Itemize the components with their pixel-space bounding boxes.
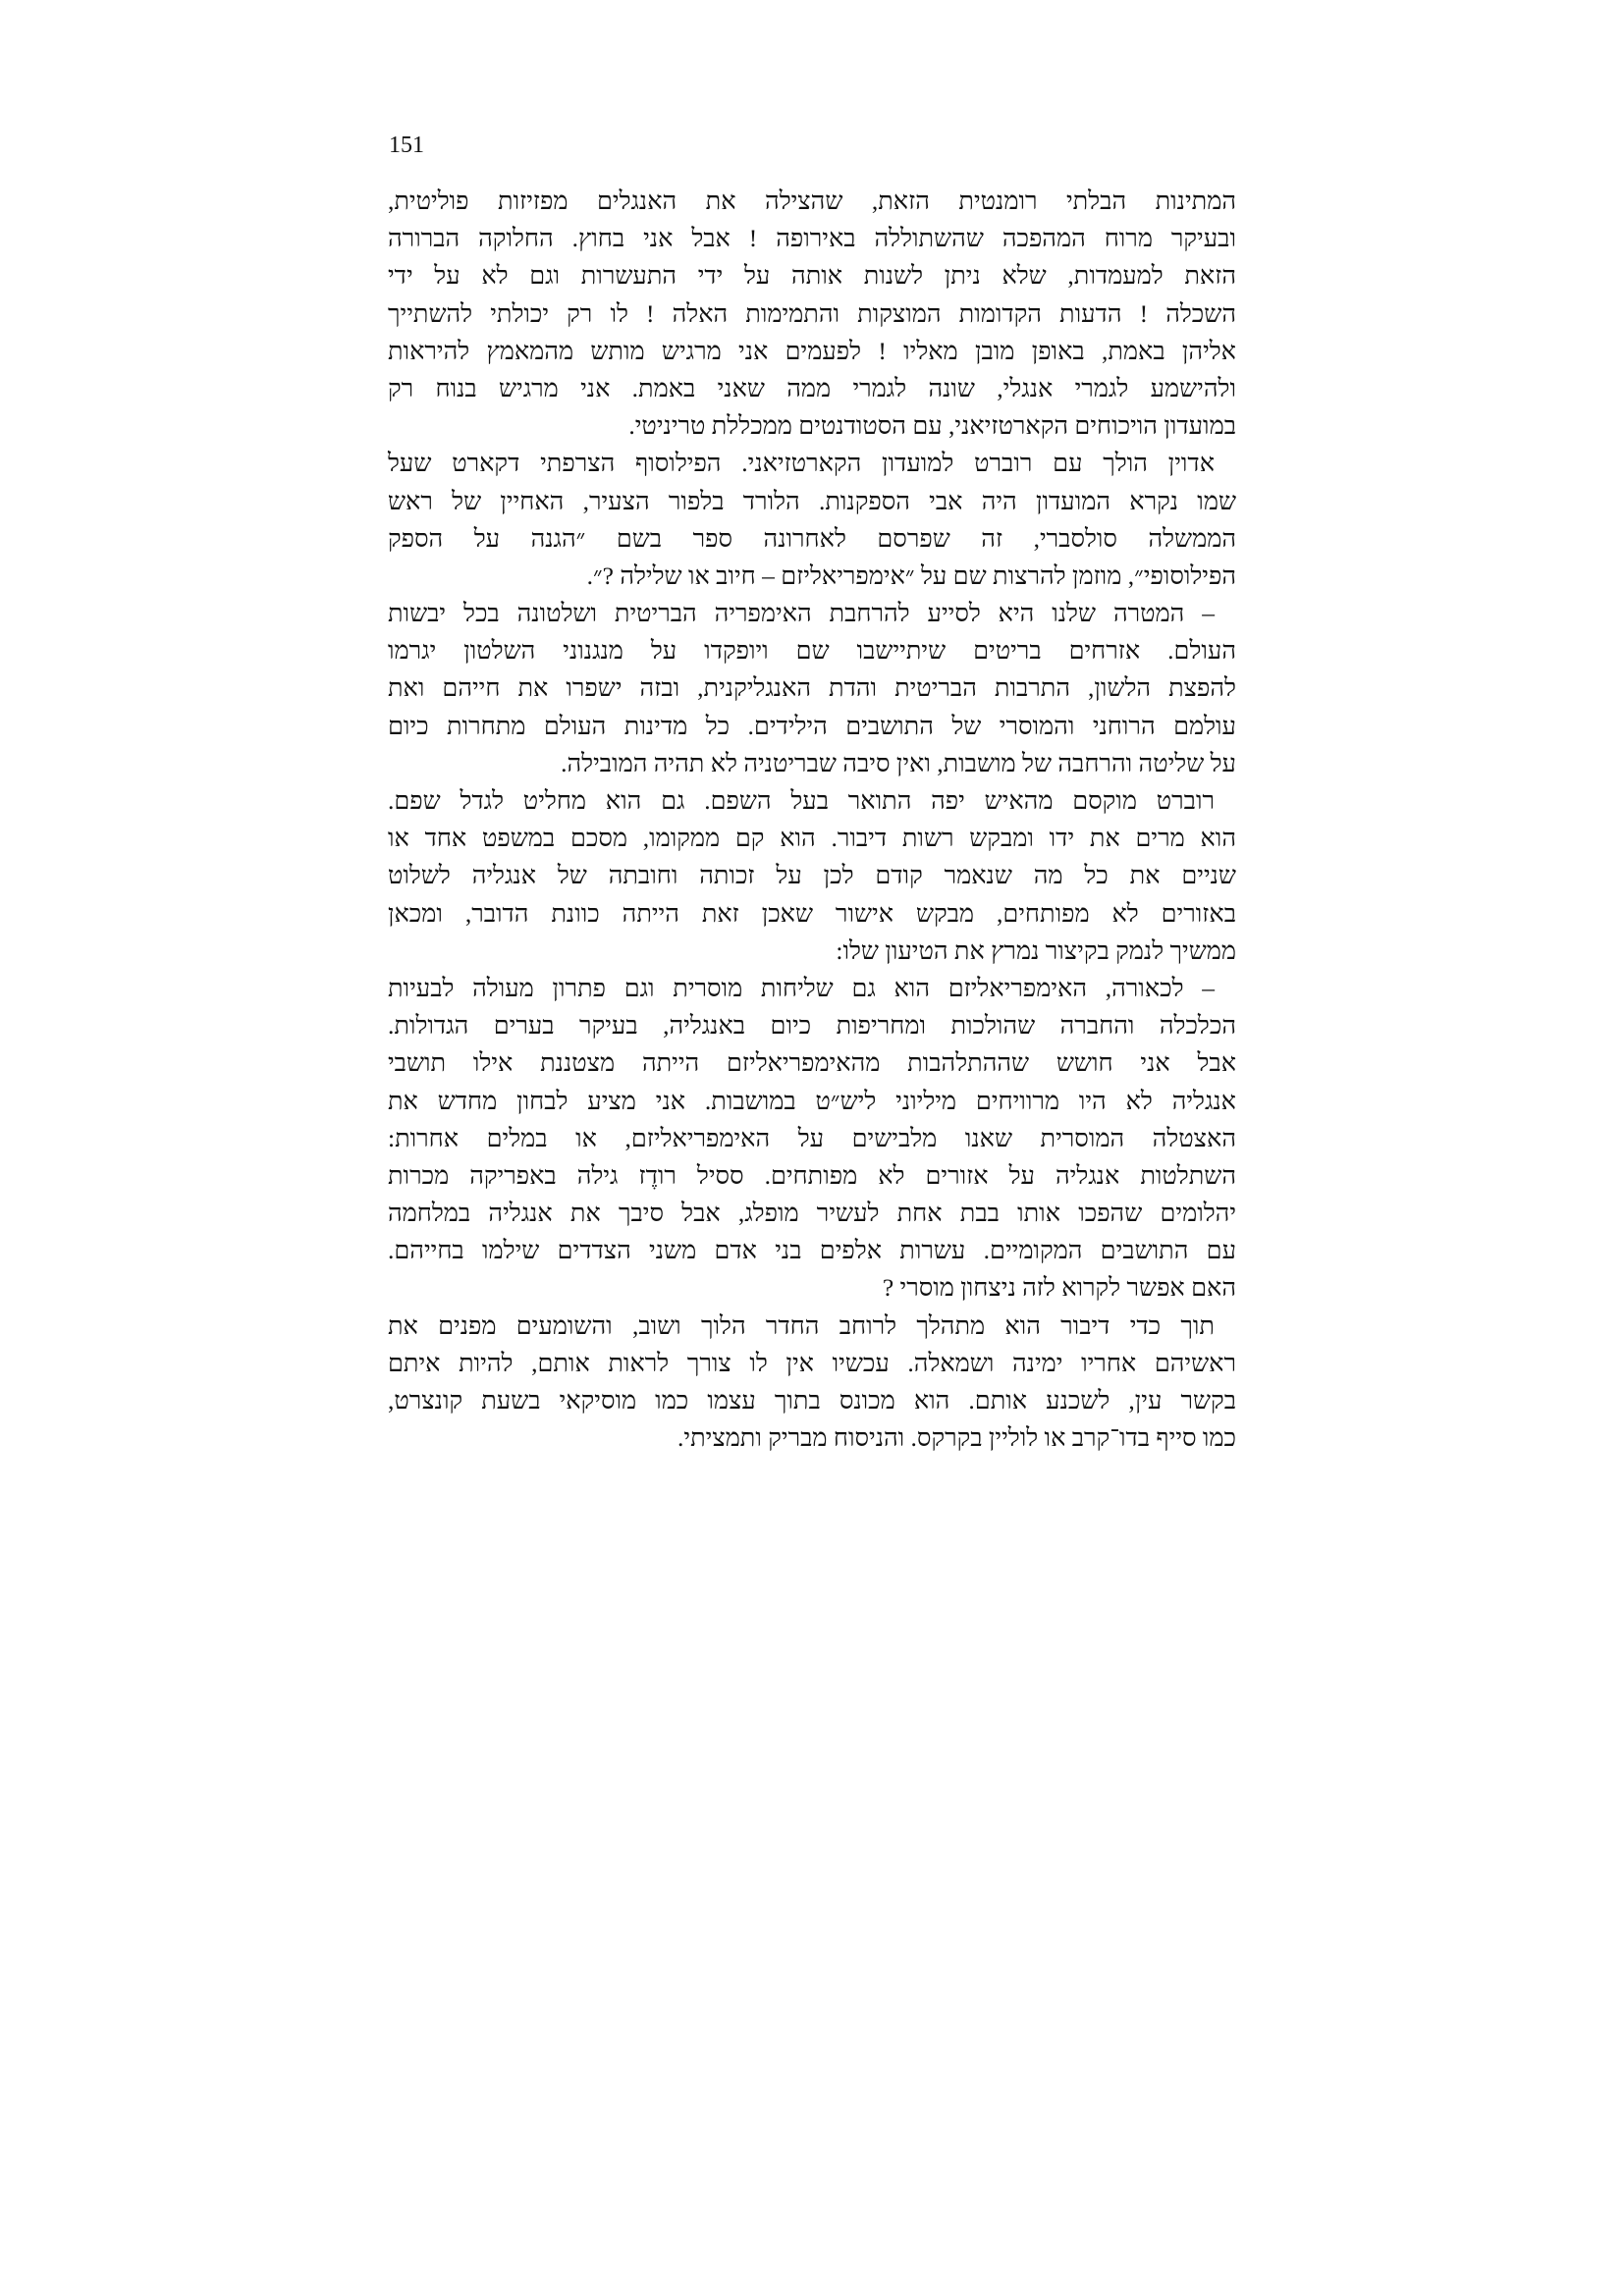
text-line: אליהן באמת, באופן מובן מאליו ! לפעמים אני מרגיש מותש מהמאמץ להיראות [388,336,1236,365]
text-line: שמו נקרא המועדון היה אבי הספקנות. הלורד בלפור הצעיר, האחיין של ראש [388,486,1236,515]
paragraph [388,970,1236,1308]
text-line: האם אפשר לקרוא לזה ניצחון מוסרי ? [882,1273,1236,1303]
text-line: העולם. אזרחים בריטים שיתיישבו שם ויופקדו על מנגנוני השלטון יגרמו [388,636,1236,666]
text-line: בקשר עין, לשכנע אותם. הוא מכונס בתוך עצמו כמו מוסיקאי בשעת קונצרט, [388,1386,1236,1415]
text-line: רוברט מוקסם מהאיש יפה התואר בעל השפם. גם הוא מחליט לגדל שפם. [388,786,1215,815]
text-line: הפילוסופי״, מוזמן להרצות שם על ״אימפריאליזם – חיוב או שלילה ?״. [586,561,1236,590]
text-line: באזורים לא מפותחים, מבקש אישור שאכן זאת הייתה כוונת הדובר, ומכאן [388,898,1236,928]
paragraph [388,1308,1236,1458]
text-line: אנגליה לא היו מרוויחים מיליוני ליש״ט במושבות. אני מציע לבחון מחדש את [388,1086,1236,1115]
text-line: עם התושבים המקומיים. עשרות אלפים בני אדם משני הצדדים שילמו בחייהם. [388,1236,1236,1265]
text-line: השכלה ! הדעות הקדומות המוצקות והתמימות האלה ! לו רק יכולתי להשתייך [388,298,1236,328]
paragraph [388,183,1236,445]
text-line: להפצת הלשון, התרבות הבריטית והדת האנגליקנית, ובזה ישפרו את חייהם ואת [388,673,1236,703]
text-line: שניים את כל מה שנאמר קודם לכן על זכותה וחובתה של אנגליה לשלוט [388,861,1236,890]
text-line: אבל אני חושש שההתלהבות מהאימפריאליזם הייתה מצטננת אילו תושבי [388,1048,1236,1078]
text-line: ממשיך לנמק בקיצור נמרץ את הטיעון שלו: [836,935,1236,965]
text-line: האצטלה המוסרית שאנו מלבישים על האימפריאליזם, או במלים אחרות: [388,1123,1236,1152]
page-number: 151 [389,133,424,158]
text-line: הכלכלה והחברה שהולכות ומחריפות כיום באנגליה, בעיקר בערים הגדולות. [388,1011,1236,1041]
text-line: ובעיקר מרוח המהפכה שהשתוללה באירופה ! אבל אני בחוץ. החלוקה הברורה [388,224,1236,253]
text-line: במועדון הויכוחים הקארטזיאני, עם הסטודנטים ממכללת טריניטי. [628,411,1236,441]
text-line: הממשלה סולסברי, זה שפרסם לאחרונה ספר בשם ״הגנה על הספק [388,523,1236,553]
text-line: תוך כדי דיבור הוא מתהלך לרוחב החדר הלוך ושוב, והשומעים מפנים את [388,1310,1215,1340]
text-line: ראשיהם אחריו ימינה ושמאלה. עכשיו אין לו צורך לראות אותם, להיות איתם [388,1348,1236,1377]
paragraph [388,595,1236,782]
text-line: – המטרה שלנו היא לסייע להרחבת האימפריה הבריטית ושלטונה בכל יבשות [388,599,1215,628]
paragraph [388,782,1236,970]
text-line: ולהישמע לגמרי אנגלי, שונה לגמרי ממה שאני באמת. אני מרגיש בנוח רק [388,373,1236,402]
text-line: עולמם הרוחני והמוסרי של התושבים הילידים. כל מדינות העולם מתחרות כיום [388,711,1236,740]
text-line: הזאת למעמדות, שלא ניתן לשנות אותה על ידי התעשרות וגם לא על ידי [388,261,1236,291]
text-line: הוא מרים את ידו ומבקש רשות דיבור. הוא קם ממקומו, מסכם במשפט אחד או [388,824,1236,853]
text-line: על שליטה והרחבה של מושבות, ואין סיבה שבריטניה לא תהיה המובילה. [561,748,1236,777]
body-text [388,183,1236,1457]
text-line: המתינות הבלתי רומנטית הזאת, שהצילה את האנגלים מפזיזות פוליטית, [388,187,1236,215]
paragraph [388,445,1236,595]
text-line: יהלומים שהפכו אותו בבת אחת לעשיר מופלג, אבל סיבך את אנגליה במלחמה [388,1199,1236,1228]
text-line: השתלטות אנגליה על אזורים לא מפותחים. ססיל רודֶז גילה באפריקה מכרות [388,1160,1236,1190]
text-line: כמו סייף בדו־קרב או לוליין בקרקס. והניסוח מבריק ותמציתי. [677,1423,1236,1453]
text-line: אדוין הולך עם רוברט למועדון הקארטזיאני. הפילוסוף הצרפתי דקארט שעל [388,449,1215,478]
text-line: – לכאורה, האימפריאליזם הוא גם שליחות מוסרית וגם פתרון מעולה לבעיות [388,973,1215,1002]
